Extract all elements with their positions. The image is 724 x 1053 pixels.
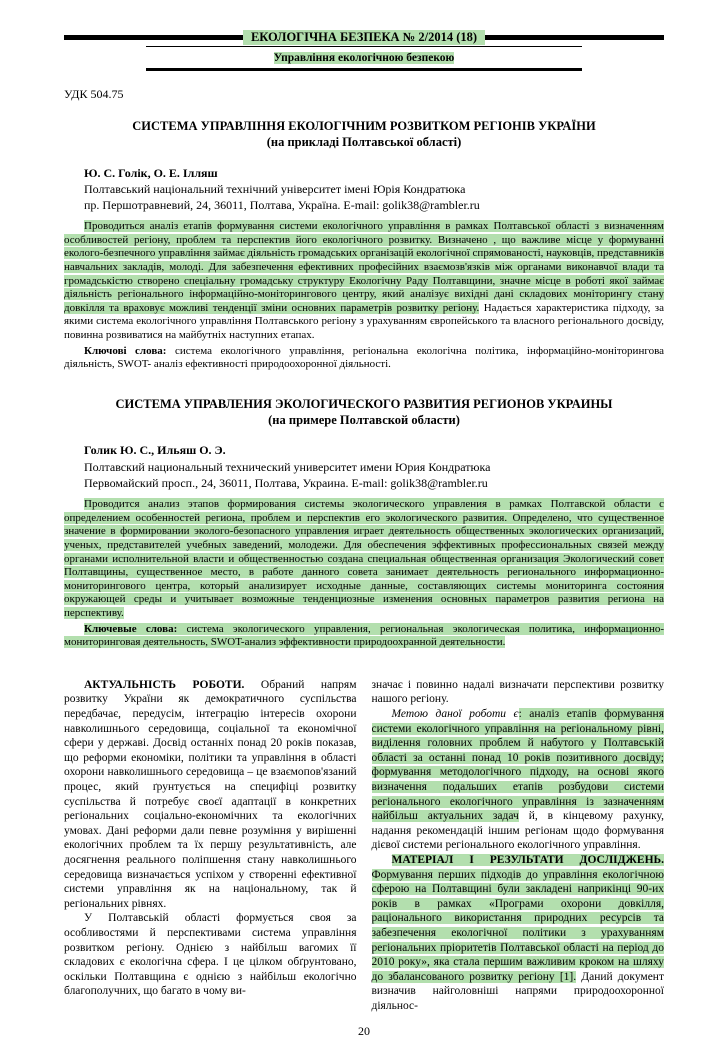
keywords-ru [64, 623, 664, 650]
abstract-ru [64, 498, 664, 621]
text-segment: Проводиться аналіз етапів формування системи екологічного управління в рамках Полтавської області з визначенням особливостей регіону, проблем та перспектив його екологічного розвитку. Визначено , що важливе місце у формуванні еколого-безпечного управління займає діяльність громадських організацій екологічної спрямованості, науковців, представників навчальних закладів, молоді. Для забезпечення ефективних професійних взаємозв'язків між органами виконавчої влади та громадськістю створено спеціальну громадську структуру Екологічну Раду Полтавщини, значне місце в роботі якої займає діяльність регіонального інформаційно-моніторингового центру, який аналізує вихідні дані складових моніторингу стану довкілля та враховує можливі тенденції зміни основних параметрів розвитку регіону. [64, 220, 664, 314]
journal-section-title: Управління екологічною безпекою [273, 52, 455, 64]
authors-ua: Ю. С. Голік, О. Е. Ілляш [84, 165, 218, 180]
paragraph [372, 853, 665, 1014]
text-segment: система экологического управления, региональная экологическая политика, информационно-мониторинговая деятельность, SWOT-анализ эффективности природоохранной деятельности. [64, 622, 664, 649]
text-segment: Обраний напрям розвитку України як демократичного суспільства передбачає, передусім, інтеграцію інтересів охорони навколишнього середовища, соціальної та економічної сфери у державі. Досвід останніх понад 20 років показав, що реформи економіки, політики та управління в області охорони навколишнього середовища – це взаємопов'язаний процес, який ґрунтується на специфіці розвитку суспільства й потребує своєї адаптації в конкретних регіональних соціально-економічних та екологічних умовах. Дані реформи дали певне розуміння у вирішенні екологічних проблем та їх першу результативність, але досягнення реального поліпшення стану навколишнього середовища визначається успіхом у створенні ефективної системи управління як на національному, так й регіональних рівнях. [64, 678, 357, 910]
body-left-column [64, 678, 357, 1014]
text-segment: У Полтавській області формується своя за особливостями й перспективами система управління розвитком регіону. Однією з найбільш вагомих її складових є екологічна сфера. І це цілком обґрунтовано, оскільки Полтавщина є однією з найбільш екологічно благополучних, що багато в чому ви- [64, 912, 357, 998]
journal-header [64, 30, 664, 71]
authors-block-ru [64, 442, 664, 491]
text-segment: Метою даної роботи є [391, 708, 519, 721]
authors-block-ua [64, 165, 664, 214]
text-segment: МАТЕРІАЛ І РЕЗУЛЬТАТИ ДОСЛІДЖЕНЬ. [391, 854, 664, 866]
paragraph [372, 678, 665, 707]
text-segment: АКТУАЛЬНІСТЬ РОБОТИ. [84, 678, 261, 691]
article-title-ua-line2: (на прикладі Полтавської області) [266, 135, 462, 150]
journal-header-row [64, 30, 664, 45]
article-title-ua-line1: СИСТЕМА УПРАВЛІННЯ ЕКОЛОГІЧНИМ РОЗВИТКОМ РЕГІОНІВ УКРАЇНИ [132, 119, 596, 133]
authors-ru: Голик Ю. С., Ильяш О. Э. [84, 443, 226, 458]
address-ua: пр. Першотравневий, 24, 36011, Полтава, Україна. E-mail: golik38@rambler.ru [84, 197, 480, 212]
text-segment: Проводится анализ этапов формирования системы экологического управления в рамках Полтавской области с определением особенностей региона, проблем и перспектив его экологического развития. Определено, что существенное значение в формировании эколого-безопасного управления играет деятельность общественных экологических организаций, ученых, представителей учебных заведений, молодежи. Для обеспечения эффективных профессиональных связей между органами исполнительной власти и общественностью создана специальная общественная организация Экологический совет Полтавщины, существенное место, в работе данного совета занимает деятельность регионального информационно-мониторингового центра, который анализирует исходные данные, составляющих системы мониторинга состояния окружающей среды и учитывает возможные тенденциозные изменения основных параметров развития региона на перспективу. [64, 498, 664, 619]
text-segment: Ключевые слова: [84, 622, 187, 635]
article-title-ru [64, 396, 664, 429]
article-title-ru-line2: (на примере Полтавской области) [268, 413, 460, 428]
paragraph [64, 911, 357, 999]
journal-section-band [146, 46, 582, 71]
address-ru: Первомайский просп., 24, 36011, Полтава, Украина. E-mail: golik38@rambler.ru [84, 475, 488, 490]
article-title-ru-line1: СИСТЕМА УПРАВЛЕНИЯ ЭКОЛОГИЧЕСКОГО РАЗВИТИЯ РЕГИОНОВ УКРАИНЫ [115, 396, 613, 411]
article-title-ua [64, 118, 664, 151]
paragraph [64, 678, 357, 912]
page-number: 20 [358, 1023, 370, 1038]
body-right-column [372, 678, 665, 1014]
journal-title: ЕКОЛОГІЧНА БЕЗПЕКА № 2/2014 (18) [243, 30, 485, 45]
affiliation-ru: Полтавский национальный технический университет имени Юрия Кондратюка [84, 459, 491, 474]
text-segment: система екологічного управління, регіональна екологічна політика, інформаційно-моніторингова діяльність, SWOT- аналіз ефективності природоохоронної діяльності. [64, 344, 664, 371]
header-rule-right [485, 35, 664, 40]
text-segment: Формування перших підходів до управління екологічною сферою на Полтавщині були закладені наприкінці 90-их років в рамках «Програми охорони довкілля, раціонального використання природних ресурсів та забезпечення екологічної політики з урахуванням регіональних пріоритетів Полтавської області на період до 2010 року», яка стала першим важливим кроком на шляху до збалансованого розвитку регіону [1]. [371, 868, 664, 983]
text-segment: Даний документ визначив найголовніші напрями природоохоронної діяльнос- [371, 970, 664, 1012]
affiliation-ua: Полтавський національний технічний університет імені Юрія Кондратюка [84, 181, 466, 196]
body-columns [64, 678, 664, 1014]
paragraph [372, 707, 665, 853]
text-segment: : аналіз етапів формування системи екологічного управління на регіональному рівні, виділення головних проблем й набутого у Полтавській області за останні понад 10 років позитивного досвіду; формування методологічного підходу, на основі якого визначення подальших етапів розбудови системи регіонального екологічного управління із зазначенням найбільш актуальних задач [371, 708, 664, 823]
text-segment: Надається характеристика підходу, за якими система екологічного управління Полтавського регіону з урахуванням європейського та власного регіонального досвіду, повинна розвиватися на майбутніх наступних етапах. [64, 301, 664, 342]
keywords-ua [64, 345, 664, 372]
text-segment: значає і повинно надалі визначати перспективи розвитку нашого регіону. [371, 678, 664, 706]
text-segment: й, в кінцевому рахунку, надання рекомендацій іншим регіонам щодо формування дієвої системи регіонального екологічного управління. [371, 810, 664, 852]
udc-label: УДК 504.75 [64, 87, 124, 101]
abstract-ua [64, 220, 664, 343]
text-segment: Ключові слова: [84, 344, 175, 357]
header-rule-left [64, 35, 243, 40]
